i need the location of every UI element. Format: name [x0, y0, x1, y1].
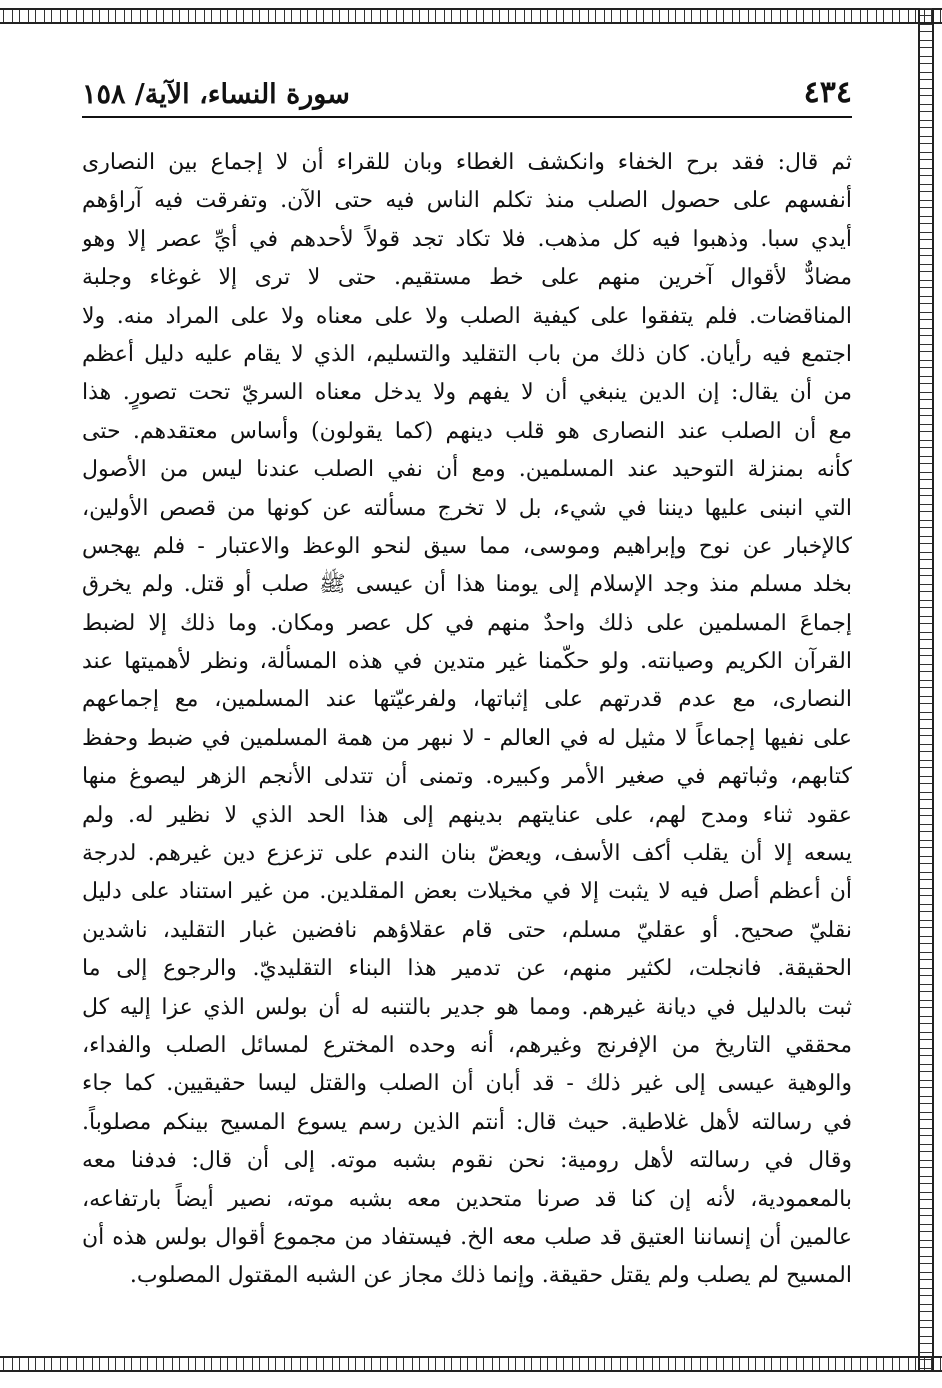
text-line: اجتمع فيه رأيان. كان ذلك من باب التقليد والتسليم، الذي لا يقام عليه دليل أعظم: [82, 341, 852, 367]
page-border-top: [0, 8, 942, 24]
body-text: [82, 144, 852, 1296]
text-line: من أن يقال: إن الدين ينبغي أن لا يفهم ولا يدخل معناه السريّ تحت تصورٍ. هذا: [82, 380, 852, 406]
text-line: كأنه بمنزلة التوحيد عند المسلمين. ومع أن نفي الصلب عندنا ليس من الأصول: [82, 457, 852, 483]
text-line: إجماعَ المسلمين على ذلك واحدٌ منهم في كل عصر ومكان. وما ذلك إلا لضبط: [82, 610, 852, 636]
text-line: كتابهم، وثباتهم في صغير الأمر وكبيره. وتمنى أن تتدلى الأنجم الزهر ليصوغ منها: [82, 764, 852, 790]
text-line: في رسالته لأهل غلاطية. حيث قال: أنتم الذين رسم يسوع المسيح بينكم مصلوباً.: [82, 1109, 852, 1135]
text-line: المناقضات. فلم يتفقوا على كيفية الصلب ولا على معناه ولا على المراد منه. ولا: [82, 303, 852, 329]
text-line: أن أعظم أصل فيه لا يثبت إلا في مخيلات بعض المقلدين. من غير استناد على دليل: [82, 879, 852, 905]
text-line: النصارى، مع عدم قدرتهم على إثباتها، ولفرعيّتها عند المسلمين، مع إجماعهم: [82, 687, 852, 713]
surah-reference: سورة النساء، الآية/ ١٥٨: [82, 79, 350, 110]
text-line: وقال في رسالته لأهل رومية: نحن نقوم بشبه موته. إلى أن قال: فدفنا معه: [82, 1148, 852, 1174]
text-line: أيدي سبا. وذهبوا فيه كل مذهب. فلا تكاد تجد قولاً لأحدهم في أيِّ عصر إلا وهو: [82, 226, 852, 252]
text-line: مضادٌّ لأقوال آخرين منهم على خط مستقيم. حتى لا ترى إلا غوغاء وجلبة: [82, 265, 852, 291]
text-line: أنفسهم على حصول الصلب منذ تكلم الناس فيه حتى الآن. وتفرقت فيه آراؤهم: [82, 188, 852, 214]
page-header: [82, 66, 852, 118]
text-line: نقليّ صحيح. أو عقليّ مسلم، حتى قام عقلاؤهم نافضين غبار التقليد، ناشدين: [82, 917, 852, 943]
text-line: بالمعمودية، لأنه إن كنا قد صرنا متحدين معه بشبه موته، نصير أيضاً بارتفاعه،: [82, 1186, 852, 1212]
text-line: بخلد مسلم منذ وجد الإسلام إلى يومنا هذا أن عيسى ﷺ صلب أو قتل. ولم يخرق: [82, 572, 852, 598]
text-line: الحقيقة. فانجلت، لكثير منهم، عن تدمير هذا البناء التقليديّ. والرجوع إلى ما: [82, 956, 852, 982]
page-border-bottom: [0, 1356, 942, 1372]
text-line: ثبت بالدليل في ديانة غيرهم. ومما هو جدير بالتنبه له أن بولس الذي عزا إليه كل: [82, 994, 852, 1020]
text-line: على نفيها إجماعاً لا مثيل له في العالم - لا نبهر من همة المسلمين في ضبط وحفظ: [82, 725, 852, 751]
text-line: عقود ثناء ومدح لهم، على عنايتهم بدينهم إلى هذا الحد الذي لا نظير له. ولم: [82, 802, 852, 828]
text-line: عالمين أن إنساننا العتيق قد صلب معه الخ. فيستفاد من مجموع أقوال بولس هذه أن: [82, 1224, 852, 1250]
text-line: كالإخبار عن نوح وإبراهيم وموسى، مما سيق لنحو الوعظ والاعتبار - فلم يهجس: [82, 533, 852, 559]
text-line: التي انبنى عليها ديننا في شيء، بل لا تخرج مسألته عن كونها من قصص الأولين،: [82, 495, 852, 521]
text-line: والوهية عيسى إلى غير ذلك - قد أبان أن الصلب والقتل ليسا حقيقيين. كما جاء: [82, 1071, 852, 1097]
text-line: محققي التاريخ من الإفرنج وغيرهم، أنه وحده المخترع لمسائل الصلب والفداء،: [82, 1032, 852, 1058]
page-number: ٤٣٤: [803, 75, 852, 110]
text-line: ثم قال: فقد برح الخفاء وانكشف الغطاء وبان للقراء أن لا إجماع بين النصارى: [82, 150, 852, 175]
text-line: يسعه إلا أن يقلب أكف الأسف، ويعضّ بنان الندم على تزعزع دين غيرهم. لدرجة: [82, 841, 852, 867]
text-line: مع أن الصلب عند النصارى هو قلب دينهم (كما يقولون) وأساس معتقدهم. حتى: [82, 418, 852, 444]
text-line: المسيح لم يصلب ولم يقتل حقيقة. وإنما ذلك مجاز عن الشبه المقتول المصلوب.: [129, 1263, 852, 1289]
page-border-right: [918, 8, 934, 1372]
text-line: القرآن الكريم وصيانته. ولو حكّمنا غير متدين في هذه المسألة، ونظر لأهميتها عند: [82, 649, 852, 675]
